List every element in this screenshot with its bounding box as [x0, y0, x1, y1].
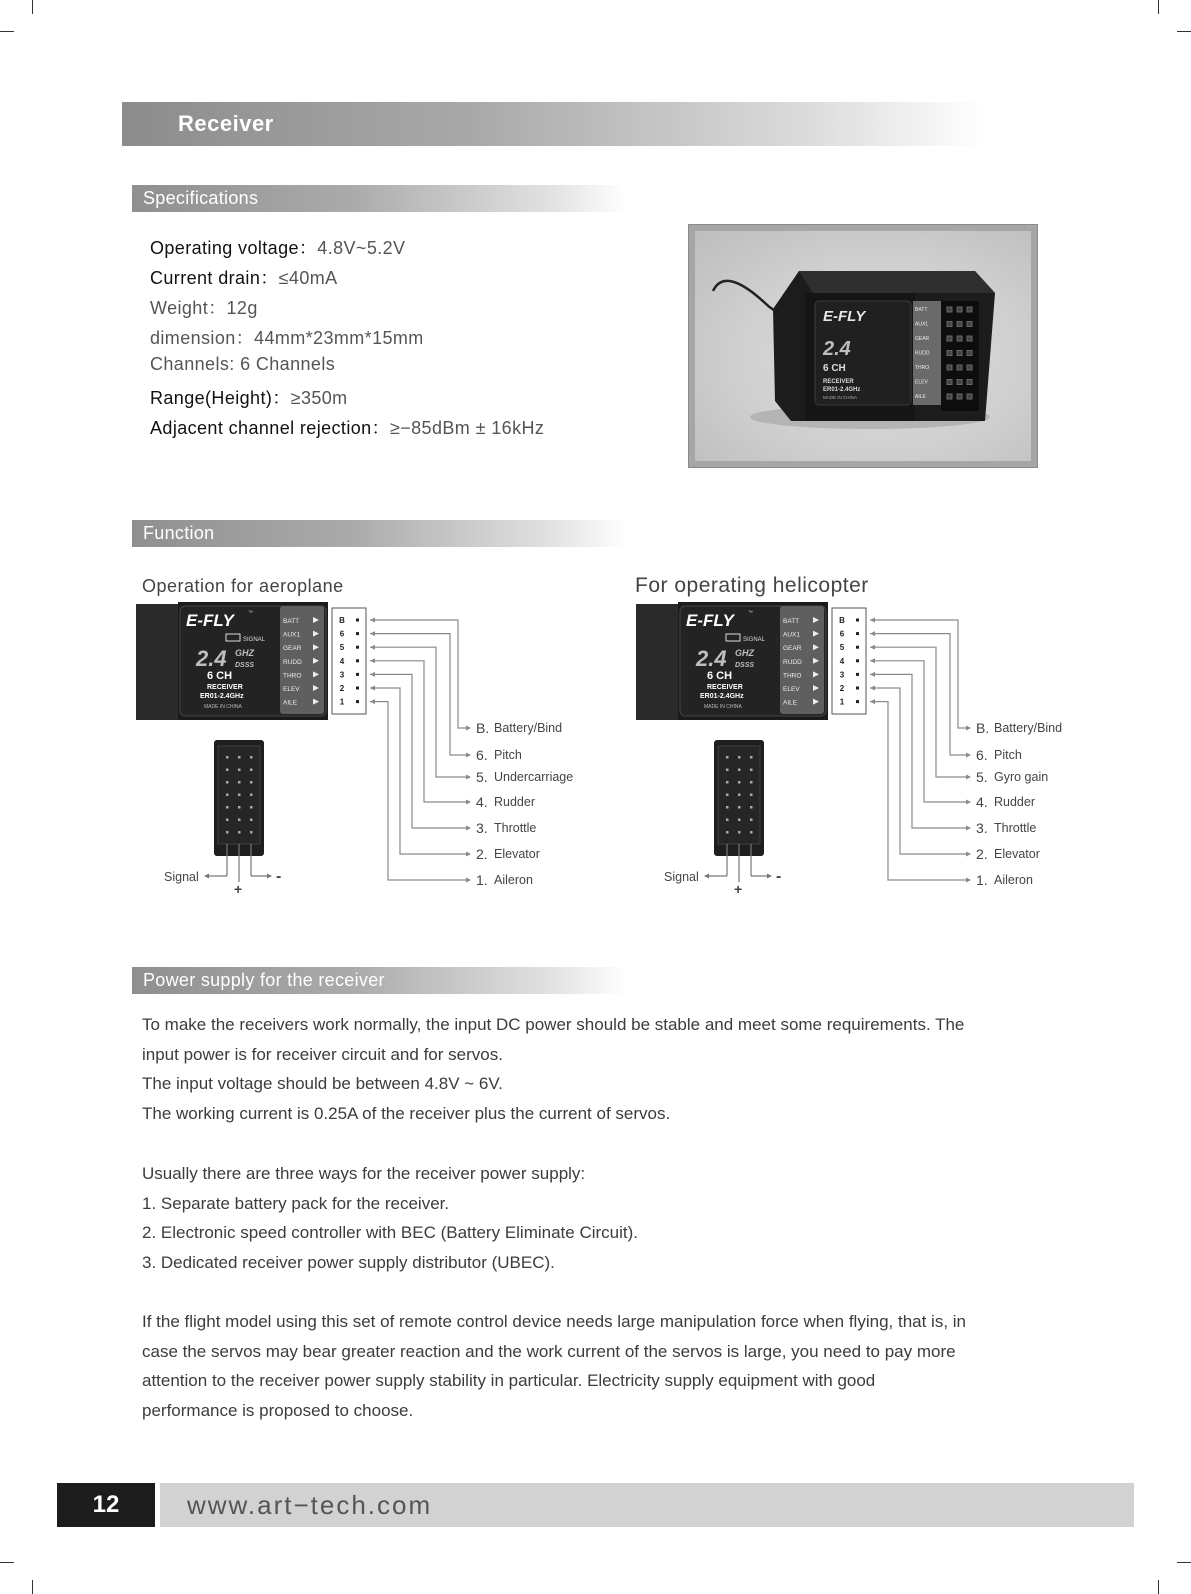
- spec-weight: Weight：12g: [150, 298, 258, 318]
- spec-current-drain: Current drain：≤40mA: [150, 268, 338, 288]
- wire-arrow-icon: [870, 658, 875, 663]
- channel-name: Pitch: [994, 748, 1022, 762]
- photo-model: ER01-2.4GHz: [823, 387, 861, 393]
- paragraph-line: case the servos may bear greater reaction and the work current of the servos is large, you need to pay more: [142, 1342, 956, 1361]
- specifications-heading: Specifications: [143, 188, 259, 208]
- brand-logo: E-FLY: [186, 611, 234, 630]
- channel-number: 3.: [476, 820, 488, 836]
- list-item: 1. Separate battery pack for the receiver.: [142, 1194, 450, 1213]
- pin-number: 2: [839, 684, 845, 693]
- photo-pin: [947, 394, 952, 399]
- connector-pin: [738, 794, 741, 797]
- wire-arrow-icon: [870, 645, 875, 650]
- signal-label: SIGNAL: [243, 637, 266, 643]
- frequency-label: 2.4: [696, 646, 727, 671]
- minus-text: -: [276, 868, 282, 885]
- pin-dot: [856, 646, 859, 649]
- frequency-unit: GHZ: [235, 648, 254, 658]
- wire-arrow-icon: [870, 672, 875, 677]
- channel-wire: [370, 674, 470, 828]
- pin-number: 6: [839, 629, 845, 639]
- channel-wire: [870, 661, 970, 802]
- channel-number: 5.: [976, 769, 988, 785]
- crop-mark: [0, 1562, 14, 1563]
- connector-pin: [750, 781, 753, 784]
- crop-mark: [1177, 1562, 1191, 1563]
- pin-number: 4: [839, 656, 845, 666]
- channel-number: 1.: [476, 872, 488, 888]
- paragraph-line: To make the receivers work normally, the input DC power should be stable and meet some requirements. The: [142, 1015, 965, 1034]
- wire-arrow-icon: [370, 631, 375, 636]
- power-supply-heading: Power supply for the receiver: [143, 970, 385, 990]
- wire-arrow-icon: [466, 878, 471, 883]
- page-title: Receiver: [178, 111, 274, 136]
- connector-pin: [750, 756, 753, 759]
- photo-port-label: BATT: [915, 307, 928, 313]
- wire-arrow-icon: [966, 826, 971, 831]
- connector-pin: [226, 819, 229, 822]
- crop-mark: [32, 0, 33, 14]
- connector-pin: [250, 781, 253, 784]
- paragraph-line: attention to the receiver power supply stability in particular. Electricity supply equipment with good: [142, 1371, 876, 1390]
- photo-pin: [957, 307, 962, 312]
- photo-freq: 2.4: [823, 338, 851, 360]
- specifications-header: [132, 185, 626, 212]
- pin-dot: [356, 632, 359, 635]
- photo-pin: [957, 365, 962, 370]
- port-label: RUDD: [783, 658, 802, 666]
- helicopter-diagram-title: For operating helicopter: [635, 574, 869, 597]
- model-label: ER01-2.4GHz: [200, 693, 244, 700]
- receiver-word: RECEIVER: [707, 684, 743, 691]
- photo-pin: [947, 336, 952, 341]
- wire-arrow-icon: [370, 645, 375, 650]
- list-item: 3. Dedicated receiver power supply distributor (UBEC).: [142, 1253, 555, 1272]
- frequency-label: 2.4: [196, 646, 227, 671]
- connector-pin: [238, 819, 241, 822]
- connector-pin: [726, 756, 729, 759]
- channel-number: 1.: [976, 872, 988, 888]
- dsss-label: DSSS: [735, 662, 755, 669]
- spec-range: Range(Height)：≥350m: [150, 388, 348, 408]
- wire-arrow-icon: [966, 775, 971, 780]
- pin-dot: [856, 619, 859, 622]
- connector-pin: [226, 794, 229, 797]
- function-heading: Function: [143, 523, 215, 543]
- connector-pin: [238, 756, 241, 759]
- crop-mark: [32, 1580, 33, 1594]
- wire-arrow-icon: [466, 753, 471, 758]
- channel-name: Elevator: [994, 847, 1040, 861]
- connector-pin: [226, 756, 229, 759]
- signal-text: Signal: [164, 870, 199, 884]
- photo-pin: [957, 380, 962, 385]
- photo-pin: [967, 365, 972, 370]
- minus-text: -: [776, 868, 782, 885]
- page-number: 12: [92, 1491, 120, 1518]
- pin-number: 5: [339, 643, 345, 653]
- frequency-unit: GHZ: [735, 648, 754, 658]
- model-label: ER01-2.4GHz: [700, 693, 744, 700]
- paragraph-line: input power is for receiver circuit and for servos.: [142, 1045, 503, 1064]
- photo-pin: [947, 351, 952, 356]
- photo-port-label: RUDD: [915, 350, 930, 357]
- page-title-bar: [122, 102, 984, 146]
- channel-name: Pitch: [494, 748, 522, 762]
- spec-channels: Channels: 6 Channels: [150, 354, 336, 374]
- channel-name: Aileron: [494, 873, 533, 887]
- wire-arrow-icon: [466, 726, 471, 731]
- pin-dot: [856, 632, 859, 635]
- pin-dot: [356, 700, 359, 703]
- channel-name: Throttle: [994, 821, 1037, 835]
- port-label: ELEV: [783, 686, 800, 693]
- connector-pin: [226, 806, 229, 809]
- port-label: GEAR: [283, 645, 302, 653]
- pin-dot: [856, 659, 859, 662]
- connector-pin: [238, 781, 241, 784]
- connector-pin: [738, 769, 741, 772]
- pin-dot: [356, 687, 359, 690]
- channel-number: 4.: [476, 794, 488, 810]
- wire-arrow-icon: [870, 686, 875, 691]
- connector-pin: [238, 769, 241, 772]
- plus-text: +: [234, 881, 243, 897]
- photo-port-label: THRO: [915, 365, 930, 371]
- pin-number: 1: [339, 697, 345, 707]
- channel-wire: [370, 688, 470, 854]
- connector-pin: [726, 806, 729, 809]
- pin-dot: [856, 700, 859, 703]
- wire-arrow-icon: [966, 800, 971, 805]
- connector-pin: [250, 756, 253, 759]
- connector-pin: [238, 806, 241, 809]
- channel-number: B.: [976, 720, 990, 736]
- trademark-mark: ™: [248, 610, 253, 616]
- pin-number: 3: [339, 670, 345, 680]
- port-label: AUX1: [783, 631, 800, 639]
- made-in-label: MADE IN CHINA: [704, 704, 742, 710]
- wire-arrow-icon: [466, 852, 471, 857]
- channel-wire: [870, 702, 970, 880]
- photo-pin: [957, 336, 962, 341]
- minus-arrow-icon: [267, 874, 272, 879]
- pin-dot: [356, 659, 359, 662]
- photo-pin: [967, 394, 972, 399]
- pin-number: B: [339, 616, 345, 625]
- pin-number: 6: [339, 629, 345, 639]
- photo-pin: [947, 380, 952, 385]
- photo-receiver: RECEIVER: [823, 379, 854, 385]
- list-item: 2. Electronic speed controller with BEC (Battery Eliminate Circuit).: [142, 1223, 639, 1242]
- photo-made-in: MADE IN CHINA: [823, 395, 858, 400]
- helicopter-wiring-diagram: [630, 600, 1100, 920]
- connector-pin: [250, 819, 253, 822]
- channel-name: Elevator: [494, 847, 540, 861]
- channel-wire: [370, 702, 470, 880]
- wire-arrow-icon: [966, 852, 971, 857]
- trademark-mark: ™: [748, 610, 753, 616]
- dsss-label: DSSS: [235, 662, 255, 669]
- aeroplane-wiring-diagram: [130, 600, 600, 920]
- channel-wire: [870, 688, 970, 854]
- pin-number: 4: [339, 656, 345, 666]
- page-number-box: [57, 1483, 155, 1527]
- channel-name: Throttle: [494, 821, 537, 835]
- wire-arrow-icon: [370, 672, 375, 677]
- wire-arrow-icon: [370, 618, 375, 623]
- pin-dot: [856, 673, 859, 676]
- connector-pin: [750, 819, 753, 822]
- connector-pin: [238, 794, 241, 797]
- channel-name: Rudder: [994, 795, 1035, 809]
- footer-bar: [160, 1483, 1134, 1527]
- connector-pin: [726, 819, 729, 822]
- connector-pin: [250, 794, 253, 797]
- port-label: THRO: [283, 672, 302, 680]
- photo-port-label: AUX1: [915, 321, 929, 328]
- channel-name: Battery/Bind: [994, 721, 1063, 735]
- connector-pin: [226, 831, 229, 834]
- signal-text: Signal: [664, 870, 699, 884]
- connector-pin: [738, 756, 741, 759]
- photo-pin: [967, 336, 972, 341]
- port-label: RUDD: [283, 658, 302, 666]
- paragraph-line: The working current is 0.25A of the receiver plus the current of servos.: [142, 1104, 671, 1123]
- signal-arrow-icon: [704, 874, 709, 879]
- channel-number: 2.: [476, 846, 488, 862]
- spec-adjacent-channel-rejection: Adjacent channel rejection：≥−85dBm ± 16kHz: [150, 418, 545, 438]
- channel-name: Rudder: [494, 795, 535, 809]
- receiver-photo-illustration: [695, 231, 1031, 461]
- pin-number: 5: [839, 643, 845, 653]
- wire-arrow-icon: [466, 775, 471, 780]
- connector-pin: [226, 769, 229, 772]
- port-label: BATT: [783, 618, 800, 625]
- photo-pin: [967, 380, 972, 385]
- crop-mark: [1158, 0, 1159, 14]
- receiver-end-cap: [136, 604, 180, 720]
- connector-pin: [738, 781, 741, 784]
- channel-name: Aileron: [994, 873, 1033, 887]
- wire-arrow-icon: [966, 878, 971, 883]
- paragraph-line: performance is proposed to choose.: [142, 1401, 414, 1420]
- signal-arrow-icon: [204, 874, 209, 879]
- connector-pin: [250, 769, 253, 772]
- connector-pin: [750, 806, 753, 809]
- port-label: AILE: [283, 699, 298, 707]
- crop-mark: [1158, 1580, 1159, 1594]
- signal-label: SIGNAL: [743, 637, 766, 643]
- channel-wire: [870, 634, 970, 755]
- channel-number: 6.: [476, 747, 488, 763]
- brand-logo: E-FLY: [686, 611, 734, 630]
- connector-pin: [226, 781, 229, 784]
- channel-wire: [370, 647, 470, 777]
- photo-pin: [967, 307, 972, 312]
- port-label: AILE: [783, 699, 798, 707]
- port-label: ELEV: [283, 686, 300, 693]
- channel-number: 4.: [976, 794, 988, 810]
- plus-text: +: [734, 881, 743, 897]
- photo-port-label: GEAR: [915, 336, 930, 342]
- connector-pin: [250, 806, 253, 809]
- photo-pin: [947, 365, 952, 370]
- photo-pin: [967, 322, 972, 327]
- connector-pin: [738, 806, 741, 809]
- wire-arrow-icon: [870, 618, 875, 623]
- crop-mark: [1177, 31, 1191, 32]
- pin-header: [332, 608, 366, 714]
- power-supply-header: [132, 967, 626, 994]
- connector-pin: [238, 831, 241, 834]
- channel-wire: [870, 647, 970, 777]
- channel-wire: [370, 661, 470, 802]
- connector-pin: [738, 819, 741, 822]
- pin-dot: [356, 673, 359, 676]
- photo-port-label: AILE: [915, 394, 926, 400]
- pin-number: 3: [839, 670, 845, 680]
- photo-brand: E-FLY: [823, 308, 866, 325]
- connector-pin: [250, 831, 253, 834]
- port-label: AUX1: [283, 631, 300, 639]
- wire-arrow-icon: [870, 699, 875, 704]
- photo-channels: 6 CH: [823, 363, 846, 374]
- photo-pin: [967, 351, 972, 356]
- crop-mark: [0, 31, 14, 32]
- pin-number: B: [839, 616, 845, 625]
- channel-name: Undercarriage: [494, 770, 574, 784]
- channel-count-label: 6 CH: [707, 670, 733, 682]
- connector-pin: [726, 769, 729, 772]
- channel-number: 6.: [976, 747, 988, 763]
- wire-arrow-icon: [466, 800, 471, 805]
- pin-number: 1: [839, 697, 845, 707]
- receiver-end-cap: [636, 604, 680, 720]
- pin-dot: [356, 619, 359, 622]
- wire-arrow-icon: [370, 699, 375, 704]
- spec-dimension: dimension：44mm*23mm*15mm: [150, 328, 424, 348]
- paragraph-line: The input voltage should be between 4.8V ~ 6V.: [142, 1074, 503, 1093]
- wire-arrow-icon: [966, 753, 971, 758]
- channel-wire: [370, 634, 470, 755]
- minus-arrow-icon: [767, 874, 772, 879]
- wire-arrow-icon: [466, 826, 471, 831]
- pin-number: 2: [339, 684, 345, 693]
- photo-pin: [947, 322, 952, 327]
- connector-pin: [726, 831, 729, 834]
- connector-pin: [750, 794, 753, 797]
- wire-arrow-icon: [370, 658, 375, 663]
- channel-name: Battery/Bind: [494, 721, 563, 735]
- wire-arrow-icon: [966, 726, 971, 731]
- channel-number: 2.: [976, 846, 988, 862]
- pin-header: [832, 608, 866, 714]
- receiver-photo: [688, 224, 1038, 468]
- photo-pin: [957, 351, 962, 356]
- pin-dot: [356, 646, 359, 649]
- channel-wire: [870, 674, 970, 828]
- photo-port-labels: [913, 301, 941, 405]
- photo-pin: [957, 322, 962, 327]
- port-label: THRO: [783, 672, 802, 680]
- footer-url[interactable]: www.art−tech.com: [187, 1490, 433, 1520]
- connector-pin: [738, 831, 741, 834]
- connector-pin: [726, 794, 729, 797]
- connector-pin: [726, 781, 729, 784]
- channel-number: 3.: [976, 820, 988, 836]
- photo-pin: [947, 307, 952, 312]
- port-label: BATT: [283, 618, 300, 625]
- channel-count-label: 6 CH: [207, 670, 233, 682]
- connector-pin: [750, 769, 753, 772]
- channel-name: Gyro gain: [994, 770, 1049, 784]
- channel-number: B.: [476, 720, 490, 736]
- wire-arrow-icon: [370, 686, 375, 691]
- pin-dot: [856, 687, 859, 690]
- function-header: [132, 520, 626, 547]
- wire-arrow-icon: [870, 631, 875, 636]
- photo-pin: [957, 394, 962, 399]
- made-in-label: MADE IN CHINA: [204, 704, 242, 710]
- spec-operating-voltage: Operating voltage：4.8V~5.2V: [150, 238, 406, 258]
- photo-port-label: ELEV: [915, 379, 928, 386]
- connector-pin: [750, 831, 753, 834]
- paragraph-line: If the flight model using this set of remote control device needs large manipulation force when flying, that is, in: [142, 1312, 967, 1331]
- port-label: GEAR: [783, 645, 802, 653]
- channel-number: 5.: [476, 769, 488, 785]
- receiver-word: RECEIVER: [207, 684, 243, 691]
- aeroplane-diagram-title: Operation for aeroplane: [142, 576, 344, 596]
- paragraph-line: Usually there are three ways for the receiver power supply:: [142, 1164, 586, 1183]
